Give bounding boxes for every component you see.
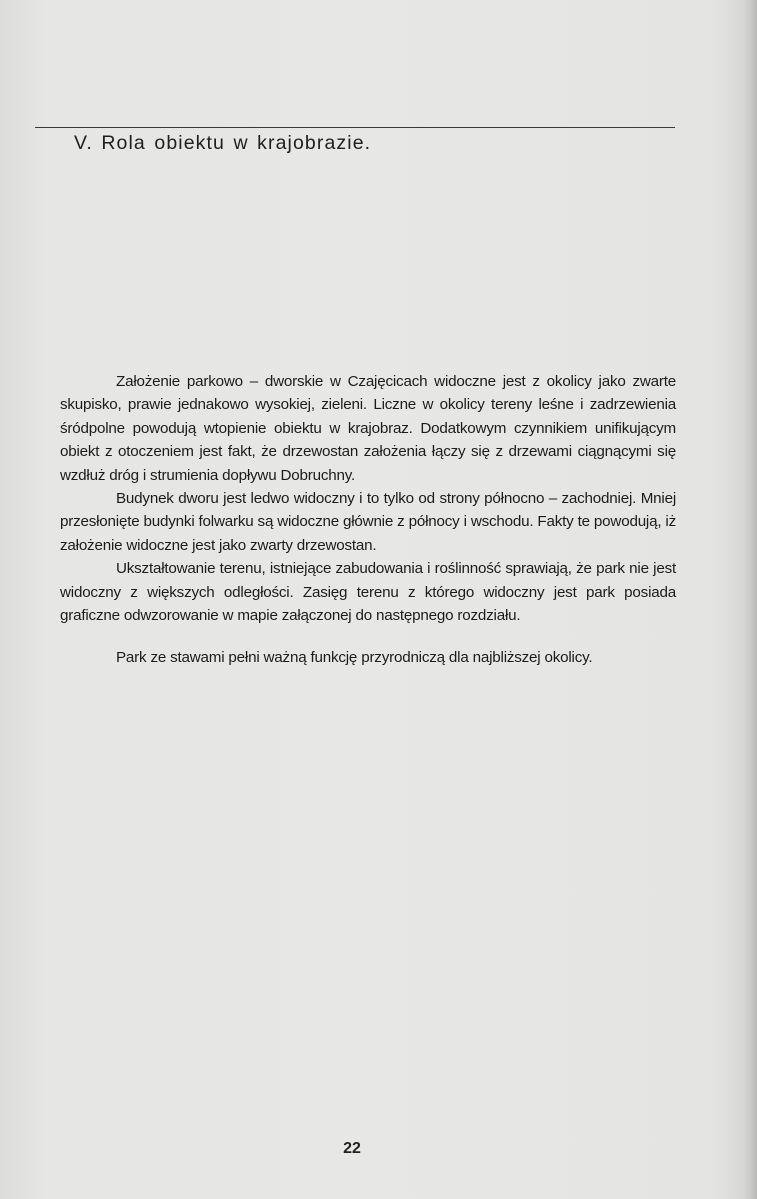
page-edge-shadow — [743, 0, 757, 1199]
paragraph-3: Ukształtowanie terenu, istniejące zabudowania i roślinność sprawiają, że park nie jest widoczny z większych odległości. Zasięg terenu z którego widoczny jest park posiada graficzne odwzorowanie w mapie załączonej do następnego rozdziału. — [60, 560, 676, 625]
section-heading: V. Rola obiektu w krajobrazie. — [74, 132, 372, 154]
paragraph-4: Park ze stawami pełni ważną funkcję przyrodniczą dla najbliższej okolicy. — [116, 649, 593, 667]
paragraph-1: Założenie parkowo – dworskie w Czajęcicach widoczne jest z okolicy jako zwarte skupisko, prawie jednakowo wysokiej, zieleni. Liczne w okolicy tereny leśne i zadrzewienia śródpolne powodują wtopienie obiektu w krajobraz. Dodatkowym czynnikiem unifikującym obiekt z otoczeniem jest fakt, że drzewostan założenia łączy się z drzewami ciągnącymi się wzdłuż dróg i strumienia dopływu Dobruchny. — [60, 373, 676, 484]
body-text — [60, 370, 676, 670]
page-number: 22 — [343, 1140, 361, 1157]
paragraph-2: Budynek dworu jest ledwo widoczny i to tylko od strony północno – zachodniej. Mniej przesłonięte budynki folwarku są widoczne głównie z północy i wschodu. Fakty te powodują, iż założenie widoczne jest jako zwarty drzewostan. — [60, 490, 676, 554]
header-rule — [35, 127, 675, 128]
